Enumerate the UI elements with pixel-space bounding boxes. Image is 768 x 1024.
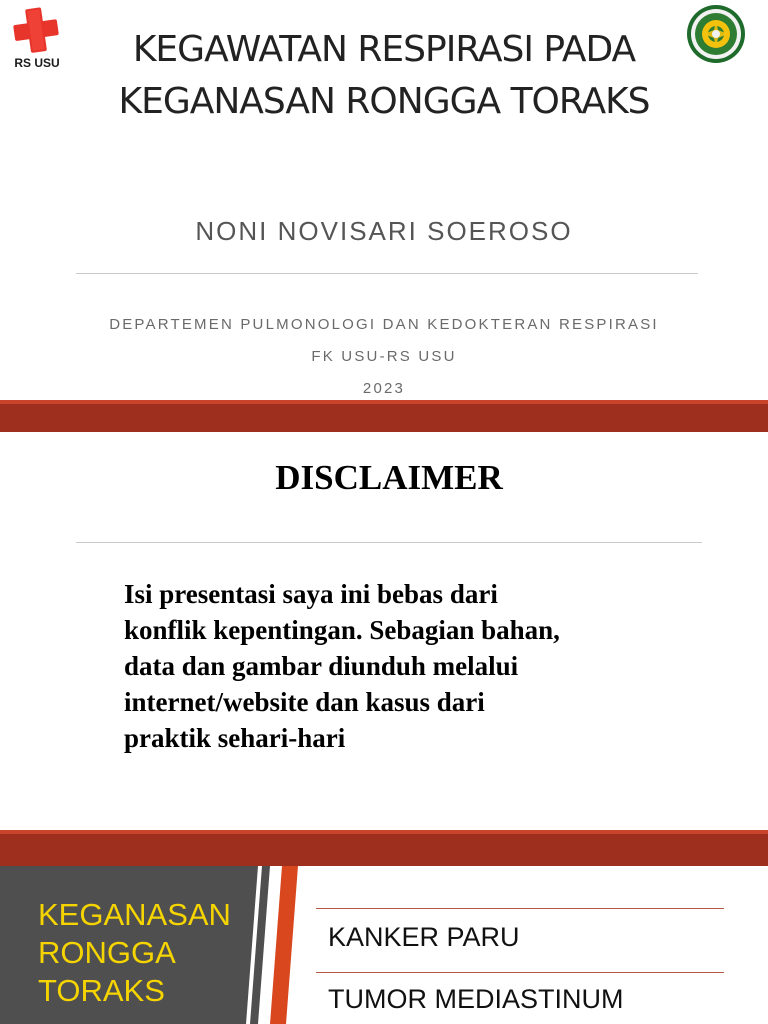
institution-line: FK USU-RS USU <box>311 348 457 365</box>
disclaimer-line: praktik sehari-hari <box>124 723 346 753</box>
disclaimer-line: data dan gambar diunduh melalui <box>124 651 519 681</box>
title-line: KEGAWATAN RESPIRASI PADA <box>132 29 636 70</box>
author-name: NONI NOVISARI SOEROSO <box>195 216 573 246</box>
item-divider <box>316 972 724 973</box>
divider <box>76 273 698 274</box>
section-title <box>38 896 231 1010</box>
divider <box>76 542 702 543</box>
year-line: 2023 <box>362 380 406 397</box>
disclaimer-heading: DISCLAIMER <box>275 458 503 497</box>
slide-separator-band <box>0 834 768 866</box>
disclaimer-line: internet/website dan kasus dari <box>124 687 485 717</box>
item-divider <box>316 908 724 909</box>
section-title-line: TORAKS <box>38 973 165 1008</box>
slide-separator-band <box>0 404 768 432</box>
section-title-line: RONGGA <box>38 935 176 970</box>
outline-item-kanker-paru: KANKER PARU <box>328 922 520 952</box>
presentation-title <box>40 24 728 128</box>
slide-disclaimer <box>0 432 768 830</box>
slide-title <box>0 0 768 400</box>
title-line: KEGANASAN RONGGA TORAKS <box>118 81 650 122</box>
section-panel <box>0 866 300 1024</box>
disclaimer-body <box>124 576 724 756</box>
outline-item-tumor-mediastinum: TUMOR MEDIASTINUM <box>328 984 624 1014</box>
logo-left-label: RS USU <box>14 56 60 70</box>
department-line: DEPARTEMEN PULMONOLOGI DAN KEDOKTERAN RESPIRASI <box>109 316 659 333</box>
disclaimer-line: konflik kepentingan. Sebagian bahan, <box>124 615 560 645</box>
slide-section-outline <box>0 866 768 1024</box>
section-title-line: KEGANASAN <box>38 897 231 932</box>
disclaimer-line: Isi presentasi saya ini bebas dari <box>124 579 498 609</box>
